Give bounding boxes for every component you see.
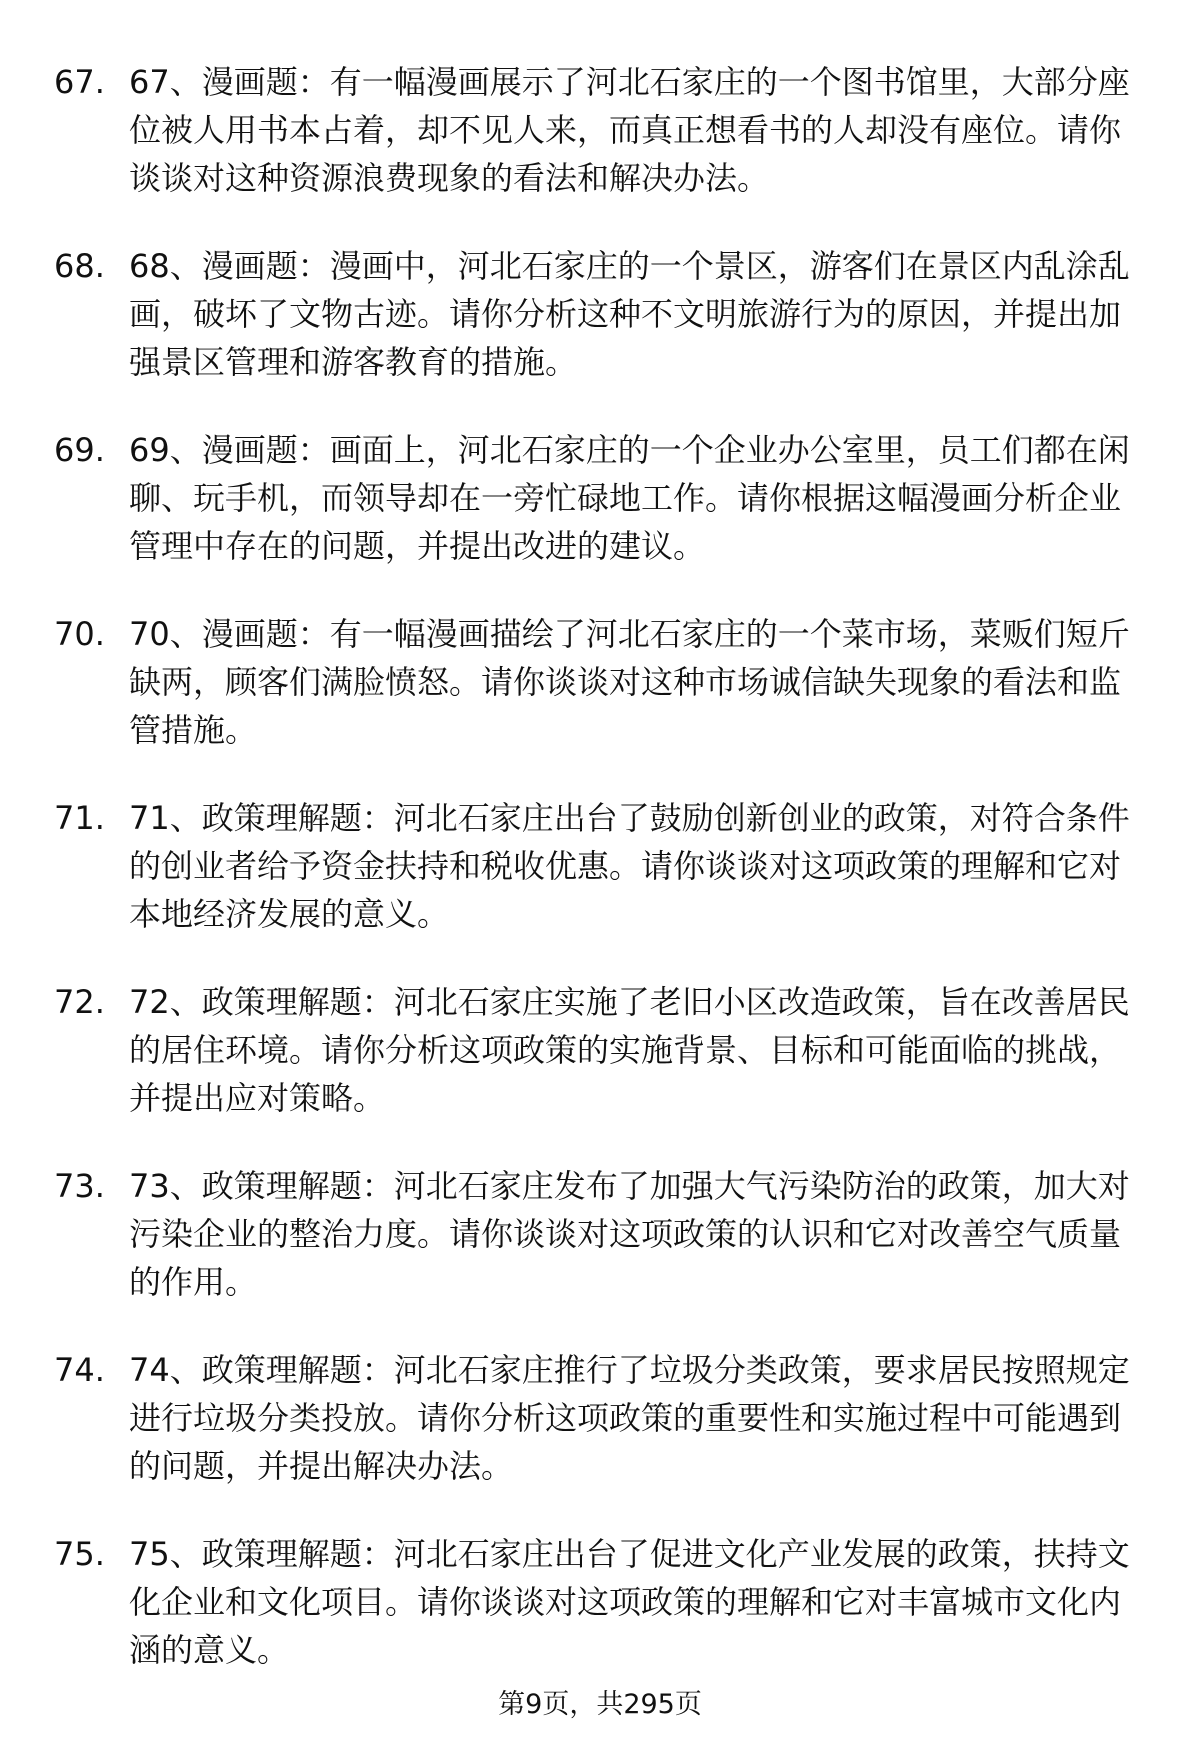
item-text: 69、漫画题：画面上，河北石家庄的一个企业办公室里，员工们都在闲聊、玩手机，而领导却在一旁忙碌地工作。请你根据这幅漫画分析企业管理中存在的问题，并提出改进的建议。 xyxy=(129,431,1130,565)
item-text: 68、漫画题：漫画中，河北石家庄的一个景区，游客们在景区内乱涂乱画，破坏了文物古迹。请你分析这种不文明旅游行为的原因，并提出加强景区管理和游客教育的措施。 xyxy=(129,247,1130,381)
page-number: 第9页，共295页 xyxy=(498,1689,702,1720)
list-item xyxy=(54,58,1154,202)
item-number: 70. xyxy=(54,615,105,653)
item-text: 73、政策理解题：河北石家庄发布了加强大气污染防治的政策，加大对污染企业的整治力度。请你谈谈对这项政策的认识和它对改善空气质量的作用。 xyxy=(129,1167,1130,1301)
question-list xyxy=(54,58,1154,1714)
list-item xyxy=(54,978,1154,1122)
item-text: 74、政策理解题：河北石家庄推行了垃圾分类政策，要求居民按照规定进行垃圾分类投放。请你分析这项政策的重要性和实施过程中可能遇到的问题，并提出解决办法。 xyxy=(129,1351,1130,1485)
item-number: 68. xyxy=(54,247,105,285)
list-item xyxy=(54,1530,1154,1674)
item-text: 75、政策理解题：河北石家庄出台了促进文化产业发展的政策，扶持文化企业和文化项目。请你谈谈对这项政策的理解和它对丰富城市文化内涵的意义。 xyxy=(129,1535,1130,1669)
list-item xyxy=(54,1162,1154,1306)
item-number: 72. xyxy=(54,983,105,1021)
item-number: 74. xyxy=(54,1351,105,1389)
item-text: 70、漫画题：有一幅漫画描绘了河北石家庄的一个菜市场，菜贩们短斤缺两，顾客们满脸愤怒。请你谈谈对这种市场诚信缺失现象的看法和监管措施。 xyxy=(129,615,1130,749)
list-item xyxy=(54,1346,1154,1490)
item-text: 67、漫画题：有一幅漫画展示了河北石家庄的一个图书馆里，大部分座位被人用书本占着，却不见人来，而真正想看书的人却没有座位。请你谈谈对这种资源浪费现象的看法和解决办法。 xyxy=(129,63,1130,197)
list-item xyxy=(54,794,1154,938)
item-number: 73. xyxy=(54,1167,105,1205)
item-number: 67. xyxy=(54,63,105,101)
item-number: 71. xyxy=(54,799,105,837)
page-footer xyxy=(0,1685,1200,1725)
item-text: 72、政策理解题：河北石家庄实施了老旧小区改造政策，旨在改善居民的居住环境。请你分析这项政策的实施背景、目标和可能面临的挑战，并提出应对策略。 xyxy=(129,983,1130,1117)
list-item xyxy=(54,426,1154,570)
list-item xyxy=(54,610,1154,754)
item-number: 69. xyxy=(54,431,105,469)
item-number: 75. xyxy=(54,1535,105,1573)
item-text: 71、政策理解题：河北石家庄出台了鼓励创新创业的政策，对符合条件的创业者给予资金扶持和税收优惠。请你谈谈对这项政策的理解和它对本地经济发展的意义。 xyxy=(129,799,1130,933)
list-item xyxy=(54,242,1154,386)
